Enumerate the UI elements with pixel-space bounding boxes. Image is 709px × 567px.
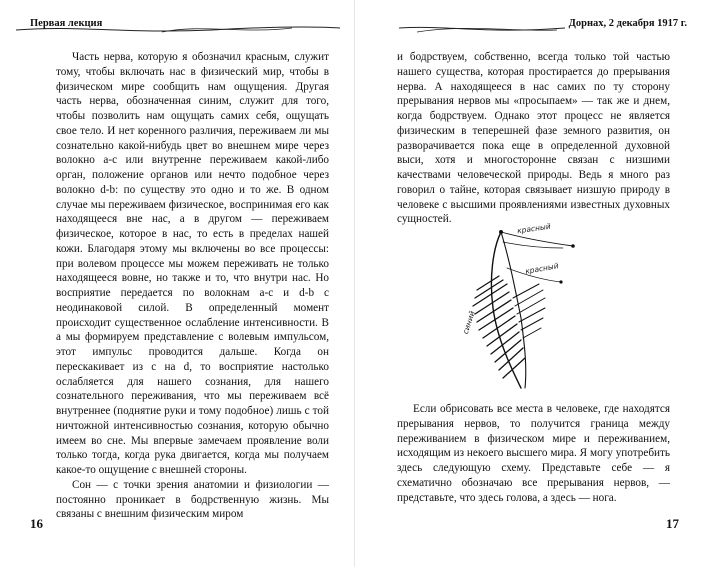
paragraph: Сон — с точки зрения анатомии и физиологии — постоянно проникает в бодрственную жизнь. Мы связаны с внешним физическим миром [56,478,329,521]
right-page [355,0,709,567]
left-head-swash [12,22,342,36]
right-page-number: 17 [666,516,679,531]
left-page [0,0,354,567]
right-text-top [397,50,670,227]
paragraph: Часть нерва, которую я обозначил красным, служит тому, чтобы включать нас в физический мир, чтобы в физическом мире сообщить нам ощущения. Другая часть нерва, обозначенная синим, служит для того, чтобы позволить нам ощущать самих себя, ощущать свое тело. И нет коренного различия, переживаем ли мы сознательно какой-нибудь цвет во внешнем мире через волокно a-c или внутренне переживаем какой-либо орган, положение органов или нечто подобное через волокно d-b: по существу это одно и то же. В одном случае мы переживаем физическое, воспринимая его как находящееся вне нас, а в другом — переживаем физическое, которое в нас, то есть в пределах нашей кожи. Благодаря этому мы включены во все процессы: при волевом процессе мы можем переживать не только находящееся вовне, но также и то, что внутри нас. Но восприятие передается по волокнам a-c и d-b с неодинаковой силой. В определенный момент происходит существенное ослабление интенсивности. В a мы формируем представление с волевым импульсом, этот импульс проводится дальше. Когда он перескакивает из c на d, то восприятие настолько ослабляется для нашего сознания, для нашего сознательного переживания, что мы переживаем всё внутреннее (поднятие руки и тому подобное) лишь с той ничтожной интенсивностью сознания, которую обычно имеем во сне. Мы впервые замечаем проявление воли только тогда, когда рука двигается, когда мы получаем какое-то ощущение с внешней стороны. [56,51,329,476]
left-running-head: Первая лекция [30,18,103,29]
right-head-swash [397,22,567,36]
right-text-bottom [397,402,670,505]
nerve-schema-sketch [460,218,603,394]
right-running-head: Дорнах, 2 декабря 1917 г. [568,18,687,29]
left-text [56,50,329,522]
nerve-schema-figure [460,218,603,394]
paragraph: Если обрисовать все места в человеке, где находятся прерывания нервов, то получится граница между переживанием в физическом мире и переживанием, исходящим из некоего высшего мира. Я могу употребить здесь следующую схему. Представьте себе — я схематично обозначаю все прерывания нервов, — представьте, что здесь голова, а здесь — нога. [397,403,670,504]
figure-label-top: красный [516,221,552,236]
figure-label-side: синий [460,309,477,336]
left-page-number: 16 [30,516,43,531]
figure-label-middle: красный [524,261,560,276]
paragraph: и бодрствуем, собственно, всегда только той частью нашего существа, которая простирается до прерывания нерва. А находящееся в нас самих по ту сторону прерывания нервов мы «просыпаем» — так же и днем, когда бодрствуем. Однако этот процесс не является физическим в теперешней фазе земного развития, он разворачивается пока еще в определенной духовной выси, хотя и многосторонне связан с низшими качествами человеческой природы. Ведь я много раз говорил о тайне, которая связывает низшую природу в человеке с высшими проявлениями известных духовных сущностей. [397,51,670,226]
